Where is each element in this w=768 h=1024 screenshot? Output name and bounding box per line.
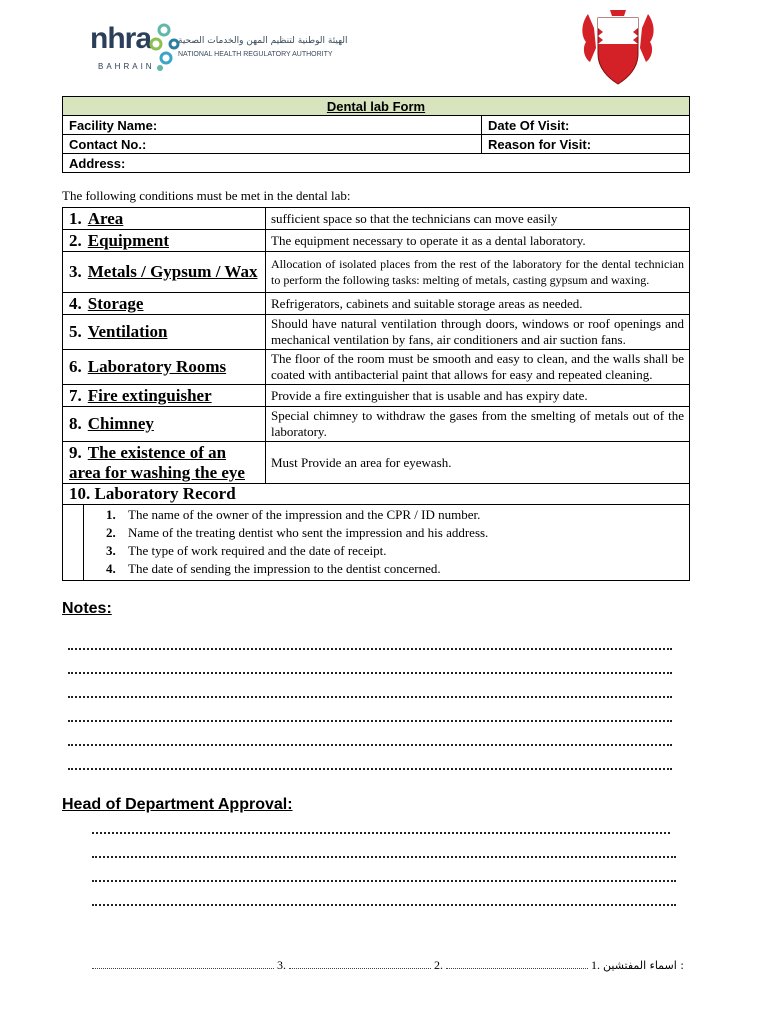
condition-number: 4.: [69, 293, 82, 313]
inspectors-label: اسماء المفتشين :: [603, 959, 685, 972]
approval-label: Head of Department Approval:: [62, 796, 293, 813]
record-item-number: 1.: [106, 507, 116, 522]
date-of-visit-field[interactable]: Date Of Visit:: [482, 116, 690, 135]
list-item: [84, 524, 689, 542]
condition-number: 5.: [69, 322, 82, 341]
condition-title: Area: [87, 208, 124, 228]
record-item-text: The type of work required and the date of receipt.: [128, 543, 387, 558]
condition-text: Allocation of isolated places from the rest of the laboratory for the dental technician to perform the following tasks: melting of metals, casting gypsum and waxing.: [266, 252, 690, 293]
condition-row: [63, 385, 690, 407]
condition-title: The existence of an area for washing the eye: [69, 442, 245, 482]
inspector-1-number: 1.: [591, 958, 600, 972]
record-item-text: Name of the treating dentist who sent the impression and his address.: [128, 525, 489, 540]
condition-number: 8.: [69, 414, 82, 433]
inspector-2-number: 2.: [434, 958, 443, 972]
condition-number: 1.: [69, 208, 82, 228]
flower-icon: [146, 16, 192, 76]
condition-row: [63, 350, 690, 385]
approval-line[interactable]: [92, 904, 676, 906]
condition-title: Metals / Gypsum / Wax: [87, 262, 258, 281]
notes-line[interactable]: [68, 720, 672, 722]
facility-name-field[interactable]: Facility Name:: [63, 116, 482, 135]
record-item-number: 4.: [106, 561, 116, 576]
condition-text: sufficient space so that the technicians can move easily: [266, 208, 690, 230]
notes-label: Notes:: [62, 600, 112, 617]
list-item: [84, 542, 689, 560]
condition-title: Fire extinguisher: [87, 385, 212, 405]
contact-no-field[interactable]: Contact No.:: [63, 135, 482, 154]
condition-text: The floor of the room must be smooth and easy to clean, and the walls shall be coated with antibacterial paint that allows for easy and repeated cleaning.: [266, 350, 690, 385]
condition-title-cell: [63, 385, 266, 407]
notes-line[interactable]: [68, 648, 672, 650]
condition-title: Chimney: [87, 414, 154, 433]
condition-number: 7.: [69, 385, 82, 405]
condition-number: 2.: [69, 230, 82, 250]
condition-text: Special chimney to withdraw the gases from the smelting of metals out of the laboratory.: [266, 407, 690, 442]
form-title: Dental lab Form: [63, 97, 690, 116]
condition-row: [63, 208, 690, 230]
notes-line[interactable]: [68, 744, 672, 746]
inspector-3-number: 3.: [277, 958, 286, 972]
inspector-3-line[interactable]: [92, 958, 274, 969]
condition-text: The equipment necessary to operate it as a dental laboratory.: [266, 230, 690, 252]
laboratory-record-list: [63, 505, 690, 581]
condition-row: [63, 315, 690, 350]
bahrain-emblem-icon: [580, 8, 656, 88]
notes-line[interactable]: [68, 696, 672, 698]
list-item: [84, 506, 689, 524]
nhra-logo: [90, 14, 348, 80]
condition-title-cell: [63, 208, 266, 230]
condition-row: [63, 230, 690, 252]
condition-title-cell: [63, 252, 266, 293]
condition-number: 6.: [69, 357, 82, 376]
logo-sub: BAHRAIN: [98, 62, 155, 71]
record-items: [84, 505, 690, 580]
condition-title-cell: [63, 442, 266, 484]
logo-english: NATIONAL HEALTH REGULATORY AUTHORITY: [178, 51, 333, 58]
condition-title-cell: [63, 315, 266, 350]
condition-title-cell: [63, 407, 266, 442]
condition-row: [63, 252, 690, 293]
notes-line[interactable]: [68, 672, 672, 674]
condition-row: [63, 442, 690, 484]
approval-line[interactable]: [92, 856, 676, 858]
condition-number: 9.: [69, 442, 82, 462]
logo-arabic: الهيئة الوطنية لتنظيم المهن والخدمات الصحية: [178, 36, 348, 46]
record-item-number: 2.: [106, 525, 116, 540]
inspector-2-line[interactable]: [289, 958, 431, 969]
condition-title-cell: [63, 350, 266, 385]
laboratory-record-heading: 10. Laboratory Record: [63, 484, 690, 505]
address-field[interactable]: Address:: [63, 154, 690, 173]
condition-number: 3.: [69, 262, 82, 281]
approval-line[interactable]: [92, 880, 676, 882]
conditions-table: [62, 207, 690, 581]
condition-title: Laboratory Rooms: [87, 357, 227, 376]
condition-text: Provide a fire extinguisher that is usable and has expiry date.: [266, 385, 690, 407]
condition-text: Should have natural ventilation through doors, windows or roof openings and mechanical ventilation by fans, air conditioners and air suction fans.: [266, 315, 690, 350]
condition-title: Equipment: [87, 230, 169, 250]
facility-info-table: [62, 96, 690, 173]
notes-line[interactable]: [68, 768, 672, 770]
condition-text: Must Provide an area for eyewash.: [266, 442, 690, 484]
condition-title: Storage: [87, 293, 144, 313]
condition-row: [63, 407, 690, 442]
record-margin: [63, 505, 84, 580]
inspector-1-line[interactable]: [446, 958, 588, 969]
approval-line[interactable]: [92, 832, 670, 834]
record-item-text: The name of the owner of the impression and the CPR / ID number.: [128, 507, 481, 522]
list-item: [84, 560, 689, 578]
inspectors-signature-row: [92, 958, 685, 973]
condition-row: [63, 293, 690, 315]
intro-text: The following conditions must be met in the dental lab:: [62, 188, 351, 203]
condition-title: Ventilation: [87, 322, 168, 341]
logo-mark: nhra: [90, 22, 152, 55]
condition-title-cell: [63, 230, 266, 252]
condition-title-cell: [63, 293, 266, 315]
record-item-text: The date of sending the impression to the dentist concerned.: [128, 561, 441, 576]
condition-text: Refrigerators, cabinets and suitable storage areas as needed.: [266, 293, 690, 315]
reason-for-visit-field[interactable]: Reason for Visit:: [482, 135, 690, 154]
record-item-number: 3.: [106, 543, 116, 558]
